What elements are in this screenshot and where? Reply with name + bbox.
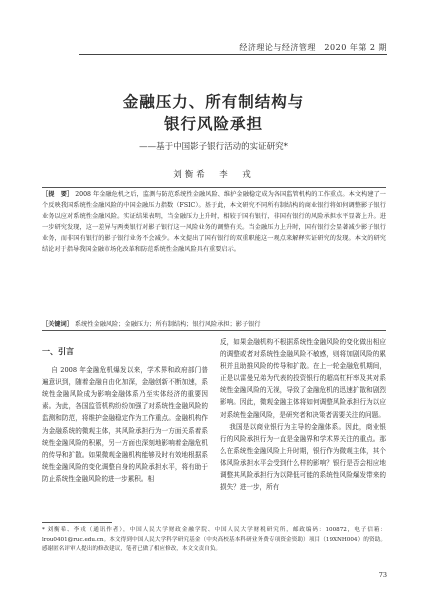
abstract-bottom-rule xyxy=(42,330,386,331)
running-header-text: 经济理论与经济管理 2020 年第 2 期 xyxy=(239,43,387,52)
keywords-text: 系统性金融风险；金融压力；所有制结构；银行风险承担；影子银行 xyxy=(74,321,261,328)
keywords xyxy=(42,319,386,328)
left-paragraph: 自 2008 年金融危机爆发以来，学术界和政府部门普遍意识到，随着金融自由化加深，金融创新不断加速，系统性金融风险成为影响金融体系乃至实体经济的重要因素。为此，各国监管机构纷纷加强了对系统性金融风险的监测和防范，将维护金融稳定作为工作重点。金融机构作为金融系统的微观主体，其风险承担行为一方面关系着系统性金融风险的积累，另一方面也深刻地影响着金融危机的传导和扩散。如果微观金融机构能够及时有效地根据系统性金融风险的变化调整自身的风险承担水平，将有助于防止系统性金融风险的进一步累积。相 xyxy=(42,366,208,483)
subtitle: ——基于中国影子银行活动的实证研究* xyxy=(139,142,288,152)
header-rule xyxy=(79,54,387,55)
authors: 刘衡希 李 戎 xyxy=(173,170,254,180)
title-line-1: 金融压力、所有制结构与 xyxy=(122,92,305,111)
right-column xyxy=(220,336,386,493)
right-paragraph-2: 我国是以商业银行为主导的金融体系。因此，商业银行的风险承担行为一直是金融界和学术界关注的重点。那么在系统性金融风险上升时期，银行作为微观主体，其个体风险承担水平会受到什么样的影响？银行是否会相应地调整其风险承担行为以降低可能的系统性风险爆发带来的损失？进一步，所有 xyxy=(220,422,386,492)
title-line-2: 银行风险承担 xyxy=(163,114,263,133)
footnote-rule xyxy=(42,522,112,523)
section-title: 一、引言 xyxy=(42,347,74,356)
left-column xyxy=(42,340,208,485)
abstract xyxy=(42,190,386,255)
running-header xyxy=(239,42,387,53)
abstract-top-rule xyxy=(42,187,386,188)
right-paragraph-1: 反，如果金融机构不根据系统性金融风险的变化做出相应的调整或者对系统性金融风险不敏感，则将加剧风险的累积并且助推风险的传导和扩散。在上一轮金融危机期间，正是以雷曼兄弟为代表的投资银行的超高杠杆率及其对系统性金融风险的无视，导致了金融危机的迅速扩散和剧烈影响。因此，微观金融主体将如何调整风险承担行为以应对系统性金融风险，是研究者和决策者需要关注的问题。 xyxy=(220,338,386,419)
keywords-label: ［关键词］ xyxy=(42,321,73,328)
page-number: 73 xyxy=(378,571,387,579)
abstract-text: 2008 年金融危机之后，监测与防范系统性金融风险、维护金融稳定成为各国监管机构的工作重点。本文构建了一个反映我国系统性金融风险的中国金融压力指数（FSIC）。基于此，本文研究不同所有制结构的商业银行将如何调整影子银行业务以应对系统性金融风险。实证结果表明，当金融压力上升时，相较于国有银行，非国有银行的风险承担水平显著上升。进一步研究发现，这一差异与两类银行对影子银行这一风险业务的调整有关。当金融压力上升时，国有银行会显著减少影子银行业务，而非国有银行的影子银行业务不会减少。本文提出了国有银行的双重职能这一观点来解释实证研究的发现。本文的研究结论对于指导我国金融市场化改革和防范系统性金融风险具有重要启示。 xyxy=(42,191,386,253)
abstract-label: ［提 要］ xyxy=(42,191,74,198)
footnote: * 刘衡希、李戎（通讯作者），中国人民大学财政金融学院、中国人民大学财税研究所，邮政编码：100872，电子信箱：lrou0401@ruc.edu.cn。本文得到中国人民大学科学研究基金（中央高校基本科研业务费专项资金资助）项目（19XNH004）的资助。感谢匿名评审人提出的修改建议，笔者已做了相应修改，本文文责自负。 xyxy=(42,527,386,553)
